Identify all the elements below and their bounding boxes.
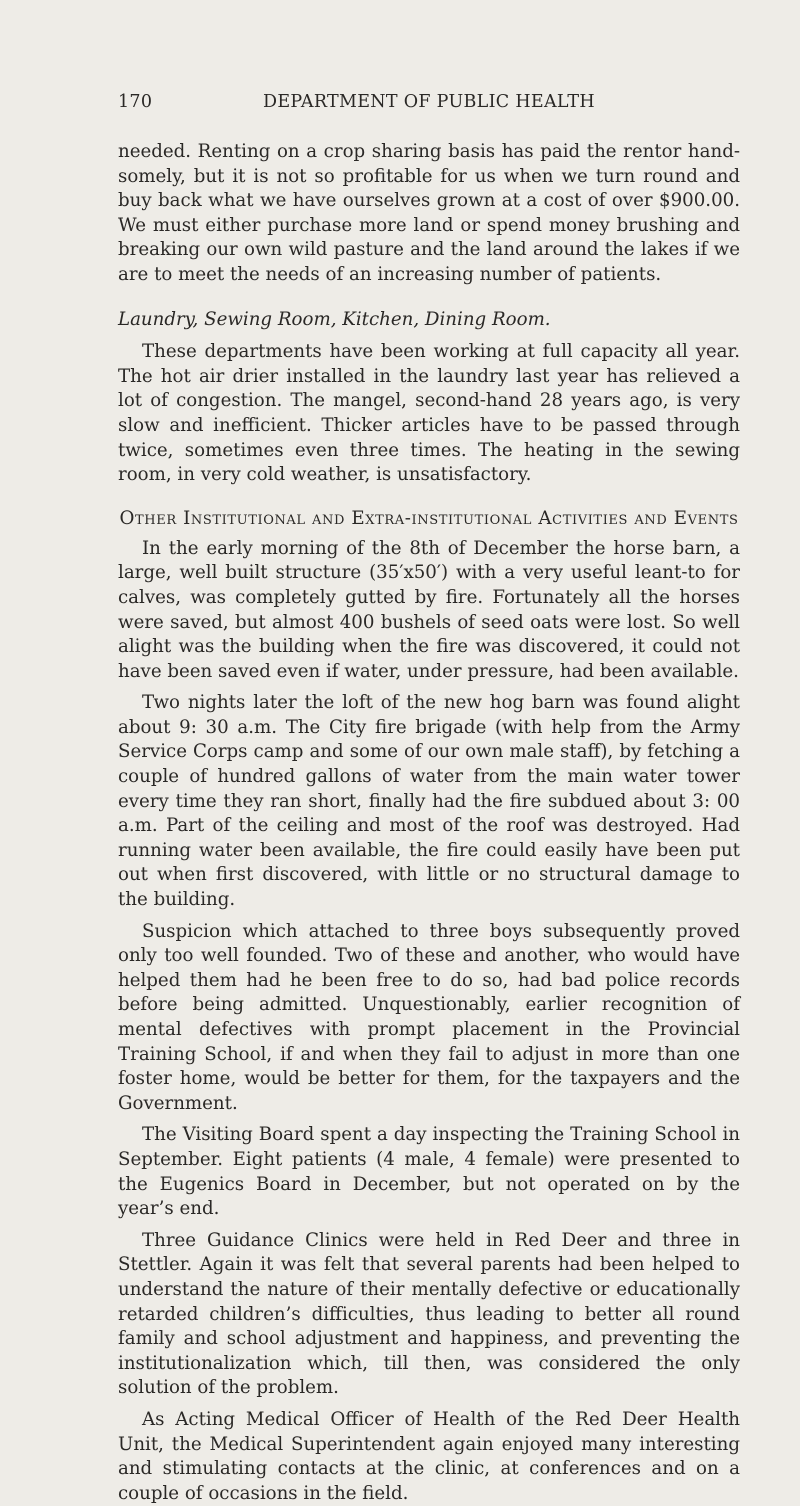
body-text bbox=[118, 140, 740, 1506]
paragraph-visiting-board: The Visiting Board spent a day inspecting the Training School in September. Eight patients (4 male, 4 female) were presented to the Eugenics Board in December, but not operated on by the year’s end. bbox=[118, 1124, 740, 1220]
paragraph-horse-barn-fire: In the early morning of the 8th of December the horse barn, a large, well built structure (35′x50′) with a very useful leant-to for calves, was completely gutted by fire. Fortunately all the horses were saved, but almost 400 bushels of seed oats were lost. So well alight was the building when the fire was discovered, it could not have been saved even if water, under pressure, had been available. bbox=[118, 537, 740, 682]
section-heading-activities: Other Institutional and Extra-institutional Activities and Events bbox=[119, 507, 739, 529]
paragraph-medical-officer: As Acting Medical Officer of Health of the Red Deer Health Unit, the Medical Superintendent again enjoyed many interesting and stimulating contacts at the clinic, at conferences and on a couple of occasions in the field. bbox=[118, 1408, 740, 1504]
paragraph-hog-barn-fire: Two nights later the loft of the new hog barn was found alight about 9: 30 a.m. The City fire brigade (with help from the Army Service Corps camp and some of our own male staff), by fetching a couple of hundred gallons of water from the main water tower every time they ran short, finally had the fire subdued about 3: 00 a.m. Part of the ceiling and most of the roof was destroyed. Had running water been available, the fire could easily have been put out when first discovered, with little or no structural damage to the building. bbox=[118, 692, 740, 911]
paragraph-continued: needed. Renting on a crop sharing basis has paid the rentor handsomely, but it is not so profitable for us when we turn round and buy back what we have ourselves grown at a cost of over $900.00. We must either purchase more land or spend money brushing and breaking our own wild pasture and the land around the lakes if we are to meet the needs of an increasing number of patients. bbox=[118, 141, 740, 285]
paragraph-suspicion: Suspicion which attached to three boys subsequently proved only too well founded. Two of these and another, who would have helped them had he been free to do so, had bad police records before being admitted. Unquestionably, earlier recognition of mental defectives with prompt placement in the Provincial Training School, if and when they fail to adjust in more than one foster home, would be better for them, for the taxpayers and the Government. bbox=[118, 920, 740, 1114]
page-number: 170 bbox=[118, 92, 153, 112]
section-heading-laundry: Laundry, Sewing Room, Kitchen, Dining Room. bbox=[118, 308, 551, 330]
page-header bbox=[118, 92, 740, 116]
running-head: DEPARTMENT OF PUBLIC HEALTH bbox=[263, 92, 595, 112]
paragraph-guidance-clinics: Three Guidance Clinics were held in Red Deer and three in Stettler. Again it was felt that several parents had been helped to understand the nature of their mentally defective or educationally retarded children’s difficulties, thus leading to better all round family and school adjustment and happiness, and preventing the institutionalization which, till then, was considered the only solution of the problem. bbox=[118, 1229, 740, 1399]
paragraph-laundry: These departments have been working at full capacity all year. The hot air drier installed in the laundry last year has relieved a lot of congestion. The mangel, second-hand 28 years ago, is very slow and inefficient. Thicker articles have to be passed through twice, sometimes even three times. The heating in the sewing room, in very cold weather, is unsatisfactory. bbox=[118, 341, 740, 486]
